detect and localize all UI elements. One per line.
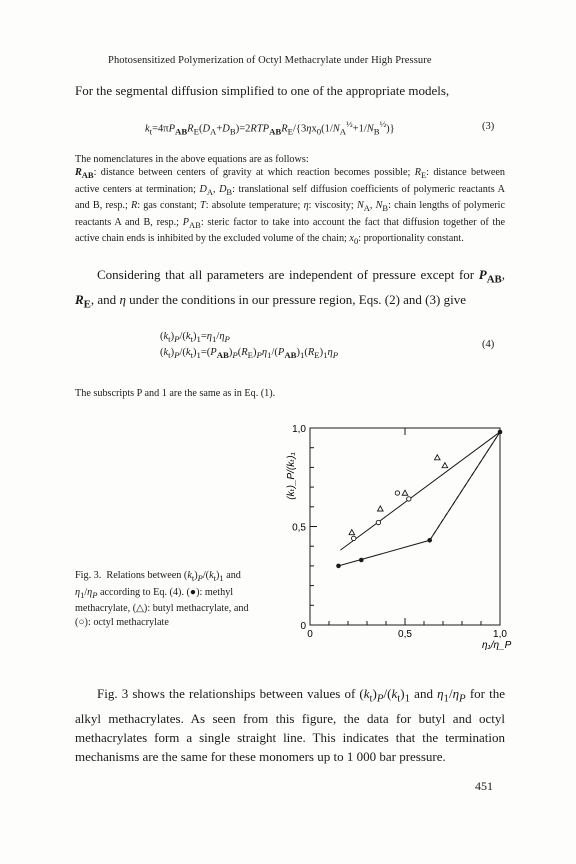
figure-3-caption: Fig. 3. Relations between $(k_t)_P/(k_t)_1$ and $\eta_1/\eta_P$ according to Eq. (4). (●): methyl methacrylate, (△): butyl methacrylate, and (○): octyl methacrylate	[75, 570, 249, 628]
y-tick-label: 1,0	[292, 424, 306, 435]
x-axis-label: η₁/η_P	[482, 640, 512, 651]
nomenclature-paragraph: The nomenclatures in the above equations are as follows: $R_{AB}$: distance between centers of gravity at which reaction becomes possible; $R_E$: distance between active centers at termination; $D_A$, $D_B$: translational self diffusion coefficients of polymeric reactants A and B, resp.; R: gas constant; T: absolute temperature; η: viscosity; $N_A$, $N_B$: chain lengths of polymeric reactants A and B, resp.; $P_{AB}$: steric factor to take into account the fact that diffusion together of the active chain ends is inhibited by the excluded volume of the chain; $x_0$: proportionality constant.	[75, 154, 506, 247]
x-tick-label: 1,0	[493, 629, 507, 640]
running-header: Photosensitized Polymerization of Octyl Methacrylate under High Pressure	[108, 55, 432, 66]
data-point-methyl	[498, 430, 503, 435]
x-tick-label: 0	[307, 629, 313, 640]
data-point-butyl	[378, 506, 384, 511]
figure-3-chart	[250, 410, 520, 655]
data-point-methyl	[427, 538, 432, 543]
y-tick-label: 0	[300, 621, 306, 632]
data-point-butyl	[435, 455, 441, 460]
page-number: 451	[475, 779, 493, 793]
subscripts-note: The subscripts P and 1 are the same as in Eq. (1).	[75, 388, 276, 399]
series-line-solid	[340, 432, 500, 550]
equation-4-line-2: $(k_t)_P/(k_t)_1=(P_{AB})_P(R_E)_P\eta_1/(P_{AB})_1(R_E)_1\eta_P$	[160, 347, 339, 361]
y-tick-label: 0,5	[292, 522, 306, 534]
intro-paragraph: For the segmental diffusion simplified to one of the appropriate models,	[75, 83, 450, 98]
chart-lines	[339, 432, 501, 566]
data-point-methyl	[336, 564, 341, 569]
data-point-butyl	[349, 530, 355, 535]
chart-ticks	[292, 424, 507, 640]
series-line-solid	[339, 432, 501, 566]
data-point-butyl	[402, 490, 408, 495]
data-point-butyl	[442, 463, 448, 468]
considering-paragraph: Considering that all parameters are independent of pressure except for $P_{AB}$, $R_E$, and η under the conditions in our pressure region, Eqs. (2) and (3) give	[75, 267, 505, 311]
plot-frame	[310, 428, 500, 625]
equation-3: $k_t=4\pi P_{AB}R_E(D_A+D_B)=2RTP_{AB}R_E/\{3\eta x_0(1/N_A^{\frac{1}{2}}+1/N_B^{\frac{1}{2}})\}$	[145, 119, 395, 137]
y-axis-label: (kₜ)_P/(kₜ)₁	[286, 452, 297, 500]
data-point-octyl	[395, 491, 399, 495]
equation-4-line-1: $(k_t)_P/(k_t)_1=\eta_1/\eta_P$	[160, 331, 230, 345]
equation-4-number: (4)	[482, 339, 495, 350]
data-point-octyl	[376, 520, 380, 524]
conclusion-paragraph: Fig. 3 shows the relationships between values of $(k_t)_P/(k_t)_1$ and $\eta_1/\eta_P$ for the alkyl methacrylates. As seen from this figure, the data for butyl and octyl methacrylates form a single straight line. This indicates that the termination mechanisms are the same for these monomers up to 1 000 bar pressure.	[75, 686, 505, 764]
chart-points	[336, 430, 502, 569]
data-point-methyl	[359, 558, 364, 563]
data-point-octyl	[352, 536, 356, 540]
data-point-octyl	[407, 497, 411, 501]
equation-3-number: (3)	[482, 121, 495, 132]
x-tick-label: 0,5	[398, 629, 412, 640]
